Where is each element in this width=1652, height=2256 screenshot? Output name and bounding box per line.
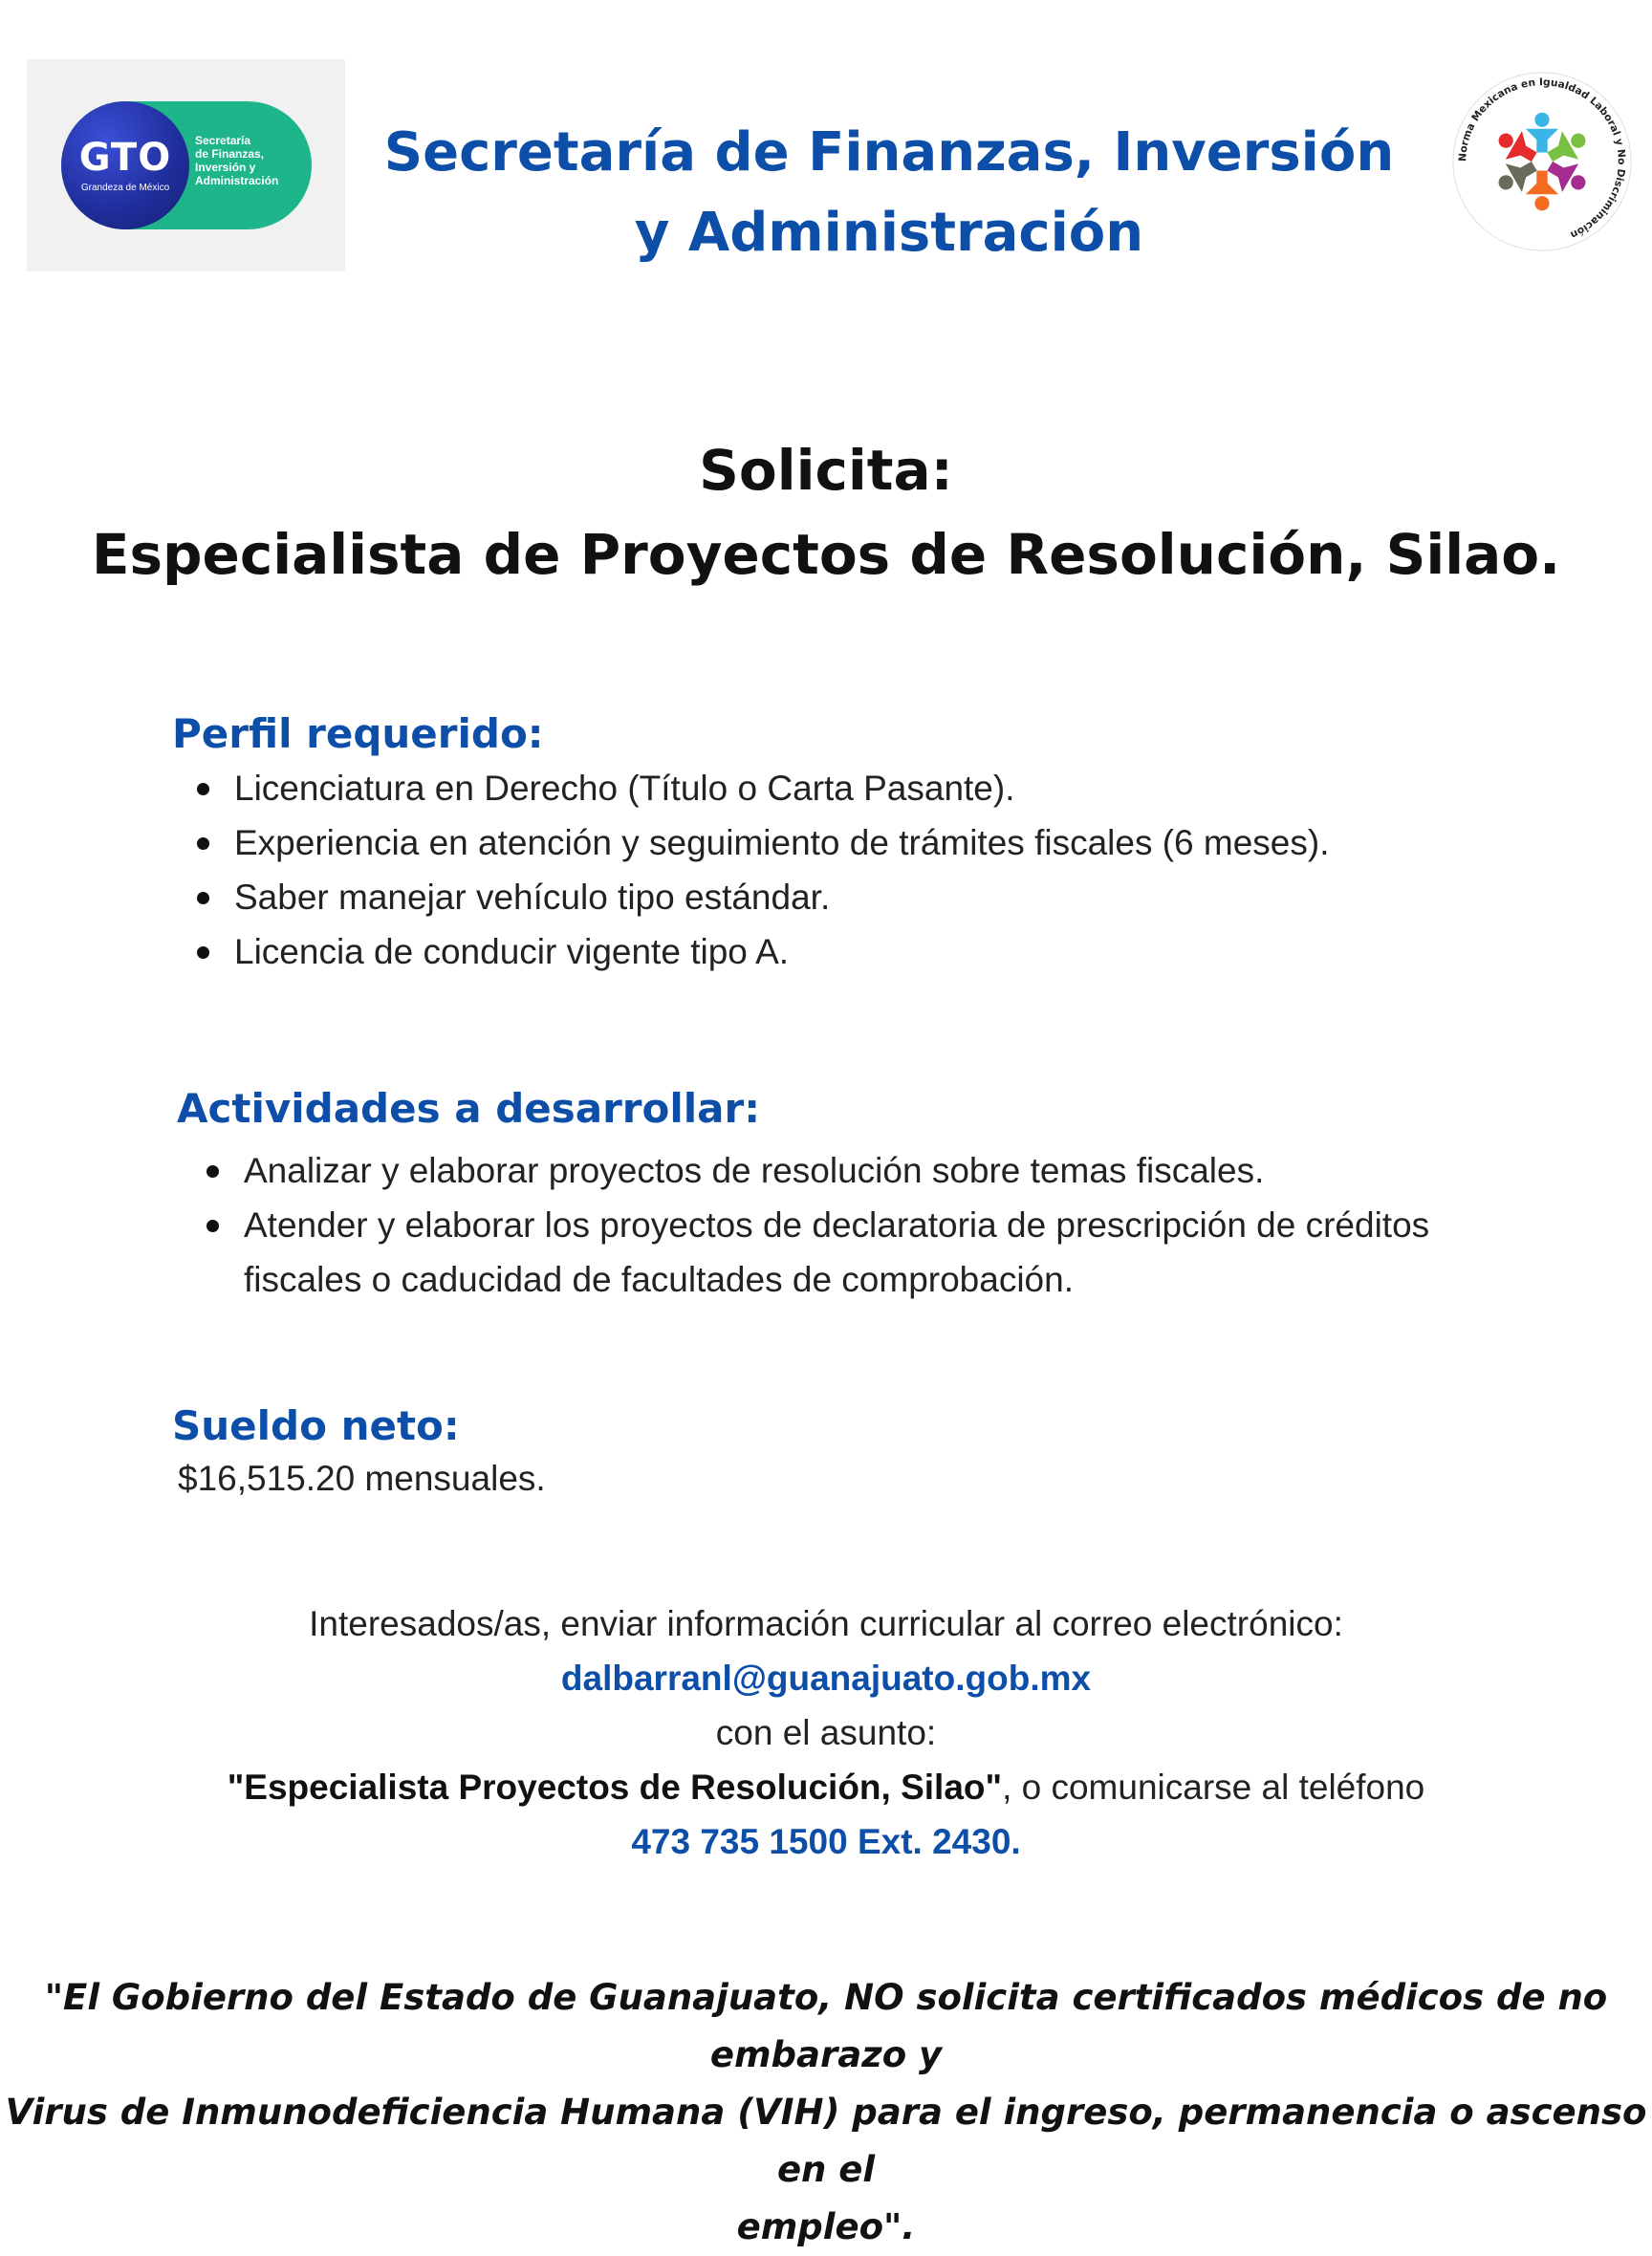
contact-section — [0, 1596, 1652, 1869]
seal-figure-orange — [1534, 196, 1549, 210]
logo-text-line: de Finanzas, — [195, 147, 265, 161]
logo-text-line: Administración — [195, 174, 279, 187]
logo-text — [195, 134, 308, 187]
seal-ring-text: Norma Mexicana en Igualdad Laboral y No Discriminación — [1456, 76, 1628, 242]
footer-line-1: "El Gobierno del Estado de Guanajuato, NO solicita certificados médicos de no embarazo y — [44, 1977, 1608, 2075]
page-title-line-2: y Administración — [634, 202, 1144, 264]
subject-line — [0, 1760, 1652, 1814]
sueldo-section — [172, 1399, 1128, 1505]
position-title: Especialista de Proyectos de Resolución, Silao. — [91, 522, 1561, 587]
perfil-heading: Perfil requerido: — [172, 710, 544, 757]
footer-line-3: empleo". — [736, 2206, 916, 2247]
job-heading — [0, 428, 1652, 597]
actividades-list — [201, 1143, 1458, 1307]
subject-text: "Especialista Proyectos de Resolución, Silao" — [227, 1768, 1003, 1807]
phone-label: , o comunicarse al teléfono — [1002, 1768, 1425, 1807]
list-item: Licenciatura en Derecho (Título o Carta Pasante). — [191, 761, 1511, 815]
sueldo-value: $16,515.20 mensuales. — [178, 1459, 546, 1498]
footer-line-2: Virus de Inmunodeficiencia Humana (VIH) para el ingreso, permanencia o ascenso en el — [5, 2092, 1647, 2190]
gto-logo-icon — [61, 101, 189, 229]
perfil-section — [172, 707, 1511, 979]
list-item: Atender y elaborar los proyectos de declaratoria de prescripción de créditos fiscales o caducidad de facultades de comprobación. — [201, 1198, 1458, 1307]
solicita-label: Solicita: — [699, 438, 953, 503]
actividades-section — [177, 1082, 1458, 1307]
contact-email-link[interactable]: dalbarranl@guanajuato.gob.mx — [560, 1659, 1092, 1698]
sueldo-heading: Sueldo neto: — [172, 1402, 460, 1449]
page-title — [363, 113, 1415, 273]
logo-mark: GTO — [78, 135, 172, 180]
logo-text-line: Inversión y — [195, 161, 256, 174]
seal-figure-blue — [1534, 113, 1549, 127]
logo-text-line: Secretaría — [195, 134, 251, 147]
contact-intro: Interesados/as, enviar información curricular al correo electrónico: — [309, 1604, 1343, 1643]
perfil-list — [191, 761, 1511, 979]
list-item: Licencia de conducir vigente tipo A. — [191, 924, 1511, 979]
equality-seal-icon — [1451, 71, 1633, 252]
logo-mark-subtitle: Grandeza de México — [80, 182, 170, 193]
list-item: Saber manejar vehículo tipo estándar. — [191, 870, 1511, 924]
list-item: Analizar y elaborar proyectos de resolución sobre temas fiscales. — [201, 1143, 1458, 1198]
contact-phone: 473 735 1500 Ext. 2430. — [631, 1822, 1021, 1861]
footer-disclaimer — [0, 1969, 1652, 2256]
logo-box — [27, 59, 345, 271]
page-title-line-1: Secretaría de Finanzas, Inversión — [383, 121, 1395, 184]
subject-label: con el asunto: — [715, 1713, 937, 1752]
list-item: Experiencia en atención y seguimiento de trámites fiscales (6 meses). — [191, 815, 1511, 870]
actividades-heading: Actividades a desarrollar: — [177, 1085, 761, 1132]
